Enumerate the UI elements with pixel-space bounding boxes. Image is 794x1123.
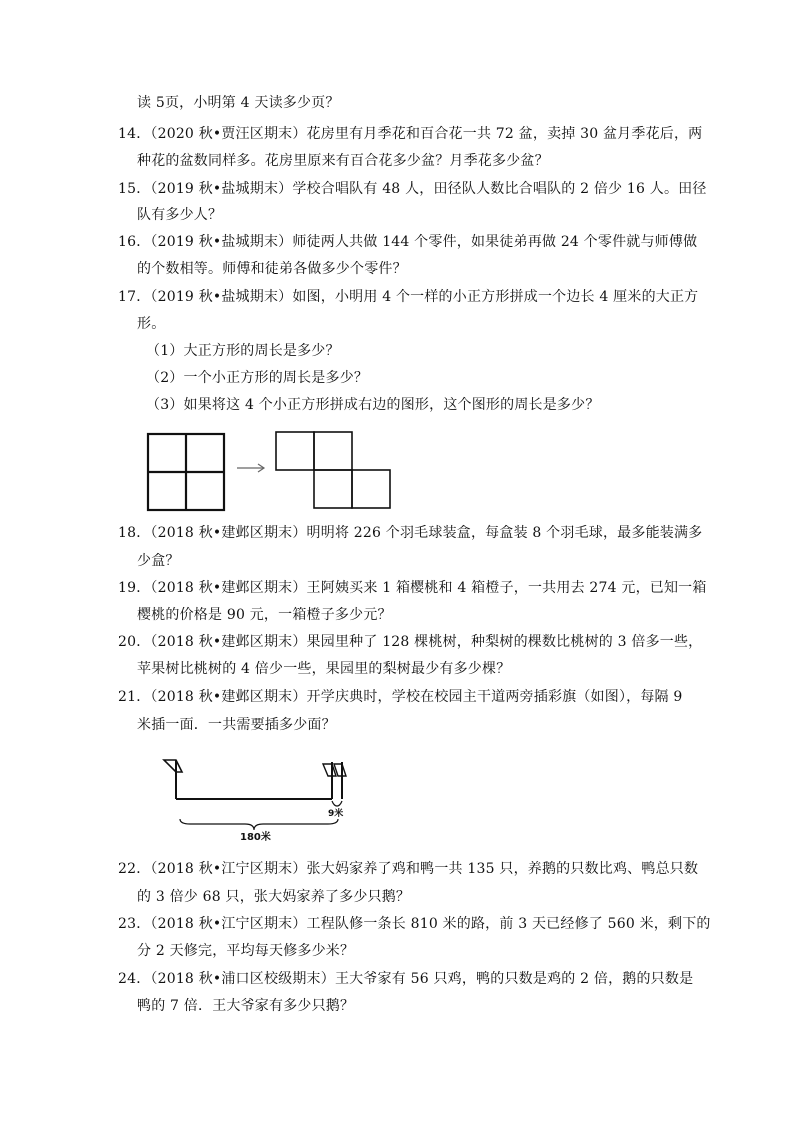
figure-squares: [140, 428, 400, 514]
total-label: 180米: [240, 832, 271, 843]
arrow-icon: [237, 464, 264, 472]
text-line: 读 5页，小明第 4 天读多少页？: [137, 95, 340, 111]
text-line: 的 3 倍少 68 只，张大妈家养了多少只鹅？: [137, 889, 411, 905]
text-line: 队有多少人？: [137, 207, 223, 223]
text-line: 苹果树比桃树的 4 倍少一些，果园里的梨树最少有多少棵？: [137, 661, 511, 677]
problem-21: 21．（2018 秋•建邺区期末）开学庆典时，学校在校园主干道两旁插彩旗（如图），每隔 9: [118, 689, 683, 705]
problem-17: 17．（2019 秋•盐城期末）如图，小明用 4 个一样的小正方形拼成一个边长 4 厘米的大正方: [118, 289, 699, 305]
flag-left: [164, 760, 182, 772]
text-line: 形。: [137, 316, 166, 332]
problem-16: 16．（2019 秋•盐城期末）师徒两人共做 144 个零件，如果徒弟再做 24 个零件就与师傅做: [118, 234, 698, 250]
figure-road: [150, 752, 360, 844]
rearranged-shape: [276, 432, 390, 508]
text-line: 鸭的 7 倍．王大爷家有多少只鹅？: [137, 998, 355, 1014]
sub-question-2: （2）一个小正方形的周长是多少？: [146, 370, 369, 386]
text-line: 少盒？: [137, 553, 180, 569]
problem-15: 15．（2019 秋•盐城期末）学校合唱队有 48 人，田径队人数比合唱队的 2 倍少 16 人。田径: [118, 181, 707, 197]
problem-19: 19．（2018 秋•建邺区期末）王阿姨买来 1 箱樱桃和 4 箱橙子，一共用去 274 元，已知一箱: [118, 580, 707, 596]
sub-question-1: （1）大正方形的周长是多少？: [146, 343, 340, 359]
problem-24: 24．（2018 秋•浦口区校级期末）王大爷家有 56 只鸡，鸭的只数是鸡的 2 倍，鹅的只数是: [118, 971, 694, 987]
text-line: 种花的盆数同样多。花房里原来有百合花多少盆？月季花多少盆？: [137, 153, 549, 169]
big-square: [148, 434, 224, 510]
problem-22: 22．（2018 秋•江宁区期末）张大妈家养了鸡和鸭一共 135 只，养鹅的只数比鸡、鸭总只数: [118, 861, 699, 877]
gap-label: 9米: [328, 809, 344, 819]
problem-14: 14．（2020 秋•贾汪区期末）花房里有月季花和百合花一共 72 盆，卖掉 30 盆月季花后，两: [118, 126, 703, 142]
text-line: 樱桃的价格是 90 元，一箱橙子多少元？: [137, 607, 392, 623]
text-line: 分 2 天修完，平均每天修多少米？: [137, 943, 355, 959]
problem-20: 20．（2018 秋•建邺区期末）果园里种了 128 棵桃树，种梨树的棵数比桃树的 3 倍多一些，: [118, 634, 703, 650]
text-line: 的个数相等。师傅和徒弟各做多少个零件？: [137, 261, 407, 277]
problem-18: 18．（2018 秋•建邺区期末）明明将 226 个羽毛球装盒，每盒装 8 个羽毛球，最多能装满多: [118, 525, 703, 541]
sub-question-3: （3）如果将这 4 个小正方形拼成右边的图形，这个图形的周长是多少？: [146, 397, 600, 413]
problem-23: 23．（2018 秋•江宁区期末）工程队修一条长 810 米的路，前 3 天已经修了 560 米，剩下的: [118, 916, 711, 932]
text-line: 米插一面．一共需要插多少面？: [137, 717, 336, 733]
